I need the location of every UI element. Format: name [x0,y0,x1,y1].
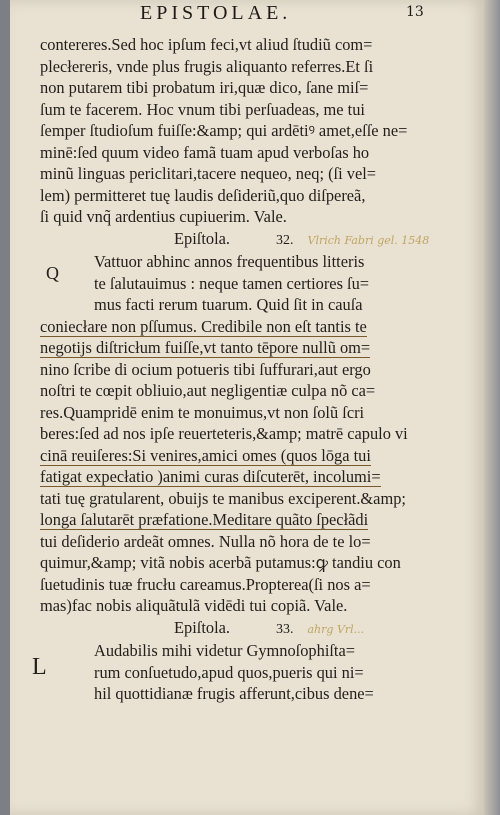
underlined-line [40,337,460,359]
underlined-line [40,445,460,467]
underlined-text: coniecłare non pſſumus. Credibile non eſt tantis te [40,316,367,336]
text-line: ſum te facerem. Hoc vnum tibi perſuadeas, me tui [40,99,365,119]
text-line: tati tuę gratularent, obuijs te manibus exciperent.&amp; [40,488,406,508]
epistola-number: 33. [276,621,294,637]
text-line: te ſalutauimus : neque tamen certiores ſu= [94,273,370,293]
text-line: minē:ſed quum video famã tuam apud verboſas ho [40,142,370,162]
underlined-line [40,509,460,531]
text-line: ſuetudinis tuæ frucłu careamus.Propterea(ſi nos a= [40,574,371,594]
text-line: hil quottidianæ frugis afferunt,cibus dene= [94,684,374,703]
text-line: plecłereris, vnde plus frugis aliquanto referres.Et ſi [40,56,374,76]
running-head: EPISTOLAE. [140,2,292,24]
text-line: mus facti rerum tuarum. Quid ſit in cauſa [94,295,363,314]
initial-letter: Q [46,263,59,283]
text-line: lem) permitteret tuę laudis deſideriũ,quo diſpereã, [40,185,366,205]
page-edge [484,0,500,815]
text-line: Audabilis mihi videtur Gymnoſophiſta= [94,641,356,660]
text-block [32,34,460,705]
underlined-line [40,316,460,338]
epistola-heading-label: Epiſtola. [174,228,230,248]
underlined-text: cinā reuiſeres:Si venires,amici omes (quos lōga tui [40,445,371,465]
handwritten-marginalia: ahrg Vrl... [307,622,365,636]
text-line: tui deſiderio ardeãt omnes. Nulla nõ hora de te lo= [40,531,371,551]
text-line: res.Quampridē enim te monuimus,vt non ſolũ ſcri [40,402,365,422]
handwritten-marginalia: Vlrich Fabri gel. 1548 [307,233,430,247]
epistola-33-heading [40,617,460,641]
text-line: quimur,&amp; vitã nobis acerbã putamus:ꝙ tandiu con [40,553,401,572]
book-page [10,0,485,815]
underlined-text: negotijs diſtricłum fuiſſe,vt tanto tēpore nullũ om= [40,338,371,357]
underlined-text: longa ſalutarēt præfatione.Meditare quãto ſpecłãdi [40,510,369,529]
text-line: Vattuor abhinc annos frequentibus litteris [94,252,365,271]
text-line: non putarem tibi probatum iri,quæ dico, ſane miſ= [40,78,369,97]
text-line: noſtri te cœpit obliuio,aut negligentiæ culpa nõ ca= [40,381,376,400]
text-line: contereres.Sed hoc ipſum feci,vt aliud ſtudiũ com= [40,35,373,54]
underlined-text: fatigat expecłatio )animi curas diſcuterēt, incolumi= [40,467,381,486]
epistola-33-body [32,640,460,705]
text-line: minũ linguas periclitari,tacere nequeo, neq; (ſi vel= [40,164,377,183]
epistola-number: 32. [276,232,294,248]
folio-number: 13 [406,4,424,20]
epistola-32-heading [40,228,460,252]
epistola-heading-label: Epiſtola. [174,617,230,637]
text-line: beres:ſed ad nos ipſe reuerteteris,&amp; matrē capulo vi [40,424,408,443]
initial-letter: L [32,654,47,680]
epistola-32-body [40,251,460,617]
underlined-line [40,466,460,488]
text-line: rum conſuetudo,apud quos,pueris qui ni= [94,662,364,682]
text-line: ſi quid vnq̃ ardentius cupiuerim. Vale. [40,207,287,226]
text-line: nino ſcribe di ocium potueris tibi ſuffurari,aut ergo [40,359,371,379]
text-line: mas)fac nobis aliquãtulã vidēdi tui copiã. Vale. [40,596,348,615]
text-line: ſemper ſtudioſum fuiſſe:&amp; qui ardētiꝰ amet,eſſe ne= [40,121,408,140]
